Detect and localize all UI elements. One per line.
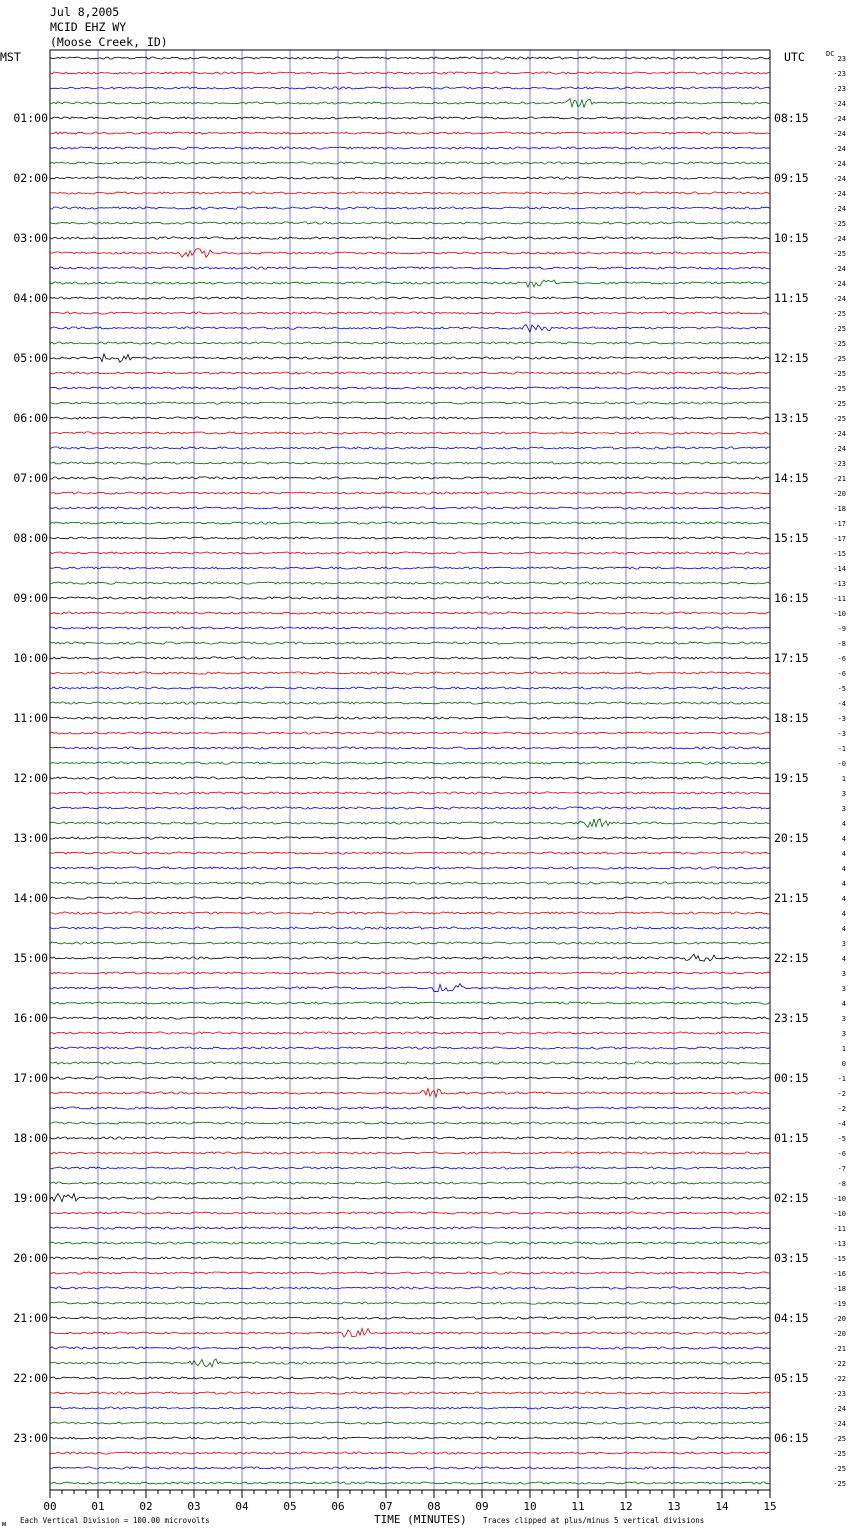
- dc-offset-label: -16: [833, 1270, 846, 1278]
- mst-hour-label: 19:00: [13, 1191, 48, 1205]
- dc-offset-label: -18: [833, 505, 846, 513]
- corner-mark: ᴍ: [2, 1520, 7, 1528]
- trace-line: [50, 852, 770, 854]
- dc-offset-label: -24: [833, 100, 846, 108]
- x-tick-label: 09: [475, 1500, 489, 1513]
- utc-hour-label: 06:15: [774, 1431, 809, 1445]
- trace-line: [50, 1407, 770, 1409]
- trace-line: [50, 1257, 770, 1259]
- trace-line: [50, 237, 770, 239]
- x-tick-label: 11: [571, 1500, 585, 1513]
- dc-offset-labels: [833, 55, 846, 1488]
- x-tick-label: 08: [427, 1500, 441, 1513]
- trace-line: [50, 1047, 770, 1049]
- trace-line: [50, 672, 770, 674]
- dc-offset-label: -8: [837, 1180, 846, 1188]
- x-tick-label: 01: [91, 1500, 105, 1513]
- dc-offset-label: -6: [837, 1150, 846, 1158]
- trace-line: [50, 432, 770, 434]
- x-tick-label: 15: [763, 1500, 777, 1513]
- x-axis-label: TIME (MINUTES): [374, 1513, 467, 1526]
- trace-line: [50, 1329, 770, 1337]
- utc-hour-label: 16:15: [774, 591, 809, 605]
- dc-offset-label: 4: [841, 820, 846, 828]
- trace-line: [50, 1152, 770, 1154]
- header-location: (Moose Creek, ID): [50, 35, 168, 49]
- dc-offset-label: -8: [837, 640, 846, 648]
- utc-hour-label: 10:15: [774, 231, 809, 245]
- header-station: MCID EHZ WY: [50, 20, 127, 34]
- dc-offset-label: -25: [833, 385, 846, 393]
- scale-note: Each Vertical Division = 100.00 microvolts: [20, 1516, 210, 1525]
- mst-hour-label: 02:00: [13, 171, 48, 185]
- trace-line: [50, 717, 770, 719]
- dc-offset-label: -25: [833, 1480, 846, 1488]
- trace-line: [50, 732, 770, 734]
- trace-line: [50, 897, 770, 899]
- trace-line: [50, 1317, 770, 1319]
- utc-hour-label: 01:15: [774, 1131, 809, 1145]
- utc-hour-label: 21:15: [774, 891, 809, 905]
- x-tick-label: 03: [187, 1500, 201, 1513]
- dc-offset-label: -24: [833, 235, 846, 243]
- trace-line: [50, 882, 770, 884]
- trace-line: [50, 447, 770, 449]
- utc-hour-label: 12:15: [774, 351, 809, 365]
- trace-line: [50, 312, 770, 314]
- dc-offset-label: -3: [837, 715, 846, 723]
- trace-line: [50, 1287, 770, 1289]
- trace-line: [50, 147, 770, 149]
- x-tick-label: 13: [667, 1500, 681, 1513]
- utc-hour-label: 14:15: [774, 471, 809, 485]
- trace-line: [50, 297, 770, 299]
- trace-line: [50, 867, 770, 869]
- dc-offset-label: -20: [833, 1315, 846, 1323]
- trace-line: [50, 597, 770, 599]
- dc-offset-label: -5: [837, 685, 846, 693]
- dc-offset-label: 4: [841, 925, 846, 933]
- dc-offset-label: 1: [841, 1045, 846, 1053]
- trace-line: [50, 1437, 770, 1439]
- trace-line: [50, 819, 770, 828]
- utc-hour-label: 22:15: [774, 951, 809, 965]
- dc-offset-label: -11: [833, 595, 846, 603]
- dc-offset-label: -24: [833, 295, 846, 303]
- dc-offset-label: -25: [833, 340, 846, 348]
- x-axis-ticks: [43, 1490, 776, 1513]
- mst-hour-labels: [13, 111, 48, 1445]
- seismic-traces: [50, 57, 770, 1484]
- trace-line: [50, 387, 770, 389]
- trace-line: [50, 1212, 770, 1214]
- dc-offset-label: -3: [837, 730, 846, 738]
- trace-line: [50, 552, 770, 554]
- trace-line: [50, 1194, 770, 1202]
- trace-line: [50, 1452, 770, 1454]
- trace-line: [50, 762, 770, 764]
- dc-offset-label: -24: [833, 175, 846, 183]
- mst-hour-label: 17:00: [13, 1071, 48, 1085]
- dc-offset-label: -6: [837, 670, 846, 678]
- dc-offset-label: -24: [833, 115, 846, 123]
- trace-line: [50, 537, 770, 539]
- trace-line: [50, 657, 770, 659]
- dc-offset-label: 4: [841, 835, 846, 843]
- trace-line: [50, 325, 770, 333]
- utc-hour-label: 15:15: [774, 531, 809, 545]
- mst-hour-label: 13:00: [13, 831, 48, 845]
- trace-line: [50, 117, 770, 119]
- trace-line: [50, 582, 770, 584]
- trace-line: [50, 687, 770, 689]
- trace-line: [50, 72, 770, 74]
- trace-line: [50, 87, 770, 89]
- dc-offset-label: 3: [841, 1030, 846, 1038]
- mst-hour-label: 10:00: [13, 651, 48, 665]
- dc-offset-label: 3: [841, 790, 846, 798]
- mst-hour-label: 21:00: [13, 1311, 48, 1325]
- utc-hour-label: 18:15: [774, 711, 809, 725]
- dc-offset-label: 4: [841, 955, 846, 963]
- dc-offset-label: -15: [833, 1255, 846, 1263]
- mst-hour-label: 06:00: [13, 411, 48, 425]
- dc-offset-label: -25: [833, 415, 846, 423]
- dc-offset-label: -5: [837, 1135, 846, 1143]
- dc-offset-label: -25: [833, 355, 846, 363]
- dc-offset-label: 0: [841, 1060, 846, 1068]
- trace-line: [50, 1359, 770, 1367]
- dc-offset-label: -21: [833, 475, 846, 483]
- utc-hour-label: 09:15: [774, 171, 809, 185]
- trace-line: [50, 222, 770, 224]
- utc-hour-label: 13:15: [774, 411, 809, 425]
- dc-offset-label: -10: [833, 1210, 846, 1218]
- dc-offset-label: -10: [833, 610, 846, 618]
- dc-offset-label: -21: [833, 1345, 846, 1353]
- dc-offset-label: -0: [837, 760, 846, 768]
- utc-hour-label: 17:15: [774, 651, 809, 665]
- trace-line: [50, 177, 770, 179]
- utc-hour-label: 04:15: [774, 1311, 809, 1325]
- dc-offset-label: -20: [833, 1330, 846, 1338]
- trace-line: [50, 1347, 770, 1349]
- trace-line: [50, 1302, 770, 1304]
- trace-line: [50, 162, 770, 164]
- dc-offset-label: -24: [833, 145, 846, 153]
- trace-line: [50, 777, 770, 779]
- mst-hour-label: 12:00: [13, 771, 48, 785]
- trace-line: [50, 1089, 770, 1098]
- mst-hour-label: 01:00: [13, 111, 48, 125]
- dc-offset-label: 4: [841, 910, 846, 918]
- trace-line: [50, 507, 770, 509]
- x-tick-label: 10: [523, 1500, 537, 1513]
- trace-line: [50, 1137, 770, 1139]
- mst-hour-label: 04:00: [13, 291, 48, 305]
- trace-line: [50, 522, 770, 524]
- trace-line: [50, 132, 770, 134]
- trace-line: [50, 1182, 770, 1184]
- utc-hour-label: 20:15: [774, 831, 809, 845]
- utc-hour-label: 03:15: [774, 1251, 809, 1265]
- trace-line: [50, 462, 770, 464]
- utc-hour-label: 05:15: [774, 1371, 809, 1385]
- trace-line: [50, 99, 770, 108]
- trace-line: [50, 1032, 770, 1034]
- dc-offset-label: -25: [833, 1465, 846, 1473]
- utc-hour-label: 23:15: [774, 1011, 809, 1025]
- dc-offset-label: -19: [833, 1300, 846, 1308]
- dc-offset-label: -2: [837, 1105, 846, 1113]
- dc-offset-label: -2: [837, 1090, 846, 1098]
- dc-offset-label: -24: [833, 1420, 846, 1428]
- minute-gridlines: [98, 50, 722, 1490]
- dc-offset-label: -14: [833, 565, 846, 573]
- mst-hour-label: 03:00: [13, 231, 48, 245]
- dc-offset-label: -24: [833, 190, 846, 198]
- trace-line: [50, 912, 770, 914]
- clip-note: Traces clipped at plus/minus 5 vertical divisions: [483, 1516, 705, 1525]
- dc-offset-label: -25: [833, 370, 846, 378]
- dc-offset-label: -24: [833, 1405, 846, 1413]
- trace-line: [50, 627, 770, 629]
- x-tick-label: 04: [235, 1500, 249, 1513]
- trace-line: [50, 1377, 770, 1379]
- dc-offset-label: 3: [841, 985, 846, 993]
- dc-offset-label: -4: [837, 1120, 846, 1128]
- dc-offset-label: -20: [833, 490, 846, 498]
- dc-offset-label: -17: [833, 535, 846, 543]
- x-tick-label: 00: [43, 1500, 57, 1513]
- trace-line: [50, 702, 770, 704]
- dc-offset-label: -24: [833, 265, 846, 273]
- dc-offset-label: -25: [833, 400, 846, 408]
- dc-offset-label: 4: [841, 850, 846, 858]
- trace-line: [50, 477, 770, 479]
- dc-offset-label: 3: [841, 970, 846, 978]
- left-timezone-label: MST: [0, 50, 21, 64]
- trace-line: [50, 1467, 770, 1469]
- dc-offset-label: -24: [833, 160, 846, 168]
- utc-hour-label: 08:15: [774, 111, 809, 125]
- trace-line: [50, 972, 770, 974]
- trace-line: [50, 927, 770, 929]
- utc-hour-labels: [774, 111, 809, 1445]
- right-timezone-label: UTC: [784, 50, 805, 64]
- dc-offset-label: -23: [833, 1390, 846, 1398]
- trace-line: [50, 280, 770, 287]
- dc-offset-label: 3: [841, 1015, 846, 1023]
- dc-offset-label: 3: [841, 940, 846, 948]
- dc-offset-label: -18: [833, 1285, 846, 1293]
- dc-offset-label: -25: [833, 325, 846, 333]
- trace-line: [50, 192, 770, 194]
- dc-offset-label: -23: [833, 70, 846, 78]
- dc-offset-label: -25: [833, 1435, 846, 1443]
- utc-hour-label: 00:15: [774, 1071, 809, 1085]
- mst-hour-label: 20:00: [13, 1251, 48, 1265]
- utc-hour-label: 19:15: [774, 771, 809, 785]
- trace-line: [50, 1122, 770, 1124]
- mst-hour-label: 15:00: [13, 951, 48, 965]
- dc-offset-label: 4: [841, 1000, 846, 1008]
- dc-offset-label: 23: [837, 55, 846, 63]
- trace-line: [50, 807, 770, 809]
- dc-offset-label: 1: [841, 775, 846, 783]
- dc-offset-label: -23: [833, 460, 846, 468]
- dc-offset-label: -24: [833, 130, 846, 138]
- trace-line: [50, 792, 770, 794]
- dc-offset-label: -4: [837, 700, 846, 708]
- x-tick-label: 02: [139, 1500, 153, 1513]
- mst-hour-label: 18:00: [13, 1131, 48, 1145]
- dc-offset-label: -6: [837, 655, 846, 663]
- trace-line: [50, 207, 770, 209]
- mst-hour-label: 09:00: [13, 591, 48, 605]
- x-tick-label: 07: [379, 1500, 393, 1513]
- trace-line: [50, 837, 770, 839]
- trace-line: [50, 1107, 770, 1109]
- header-date: Jul 8,2005: [50, 5, 120, 19]
- dc-offset-label: -17: [833, 520, 846, 528]
- dc-offset-label: -25: [833, 250, 846, 258]
- dc-offset-label: -15: [833, 550, 846, 558]
- dc-offset-label: -24: [833, 205, 846, 213]
- dc-offset-label: -22: [833, 1360, 846, 1368]
- dc-header-label: DC: [826, 50, 835, 58]
- trace-line: [50, 492, 770, 494]
- trace-line: [50, 1062, 770, 1064]
- x-tick-label: 14: [715, 1500, 729, 1513]
- trace-line: [50, 342, 770, 344]
- dc-offset-label: -22: [833, 1375, 846, 1383]
- mst-hour-label: 08:00: [13, 531, 48, 545]
- trace-line: [50, 1422, 770, 1424]
- x-tick-label: 06: [331, 1500, 345, 1513]
- trace-line: [50, 984, 770, 992]
- dc-offset-label: 4: [841, 895, 846, 903]
- dc-offset-label: 3: [841, 805, 846, 813]
- trace-line: [50, 372, 770, 374]
- trace-line: [50, 267, 770, 269]
- trace-line: [50, 612, 770, 614]
- dc-offset-label: 4: [841, 865, 846, 873]
- dc-offset-label: -25: [833, 310, 846, 318]
- trace-line: [50, 1077, 770, 1079]
- mst-hour-label: 14:00: [13, 891, 48, 905]
- x-tick-label: 05: [283, 1500, 297, 1513]
- utc-hour-label: 11:15: [774, 291, 809, 305]
- x-tick-label: 12: [619, 1500, 633, 1513]
- dc-offset-label: -9: [837, 625, 846, 633]
- dc-offset-label: -25: [833, 220, 846, 228]
- mst-hour-label: 22:00: [13, 1371, 48, 1385]
- mst-hour-label: 07:00: [13, 471, 48, 485]
- trace-line: [50, 942, 770, 944]
- trace-line: [50, 1392, 770, 1394]
- dc-offset-label: 4: [841, 880, 846, 888]
- dc-offset-label: -11: [833, 1225, 846, 1233]
- dc-offset-label: -13: [833, 580, 846, 588]
- trace-line: [50, 402, 770, 404]
- dc-offset-label: -1: [837, 1075, 846, 1083]
- dc-offset-label: -7: [837, 1165, 846, 1173]
- dc-offset-label: -23: [833, 85, 846, 93]
- trace-line: [50, 249, 770, 258]
- dc-offset-label: -1: [837, 745, 846, 753]
- mst-hour-label: 05:00: [13, 351, 48, 365]
- trace-line: [50, 1167, 770, 1169]
- mst-hour-label: 23:00: [13, 1431, 48, 1445]
- dc-offset-label: -25: [833, 1450, 846, 1458]
- trace-line: [50, 954, 770, 961]
- utc-hour-label: 02:15: [774, 1191, 809, 1205]
- mst-hour-label: 11:00: [13, 711, 48, 725]
- mst-hour-label: 16:00: [13, 1011, 48, 1025]
- dc-offset-label: -10: [833, 1195, 846, 1203]
- dc-offset-label: -24: [833, 445, 846, 453]
- trace-line: [50, 747, 770, 749]
- trace-line: [50, 567, 770, 569]
- dc-offset-label: -13: [833, 1240, 846, 1248]
- dc-offset-label: -24: [833, 280, 846, 288]
- trace-line: [50, 1482, 770, 1484]
- trace-line: [50, 1002, 770, 1004]
- trace-line: [50, 1227, 770, 1229]
- trace-line: [50, 1242, 770, 1244]
- trace-line: [50, 57, 770, 59]
- dc-offset-label: -24: [833, 430, 846, 438]
- trace-line: [50, 354, 770, 362]
- trace-line: [50, 417, 770, 419]
- trace-line: [50, 1017, 770, 1019]
- trace-line: [50, 1272, 770, 1274]
- trace-line: [50, 642, 770, 644]
